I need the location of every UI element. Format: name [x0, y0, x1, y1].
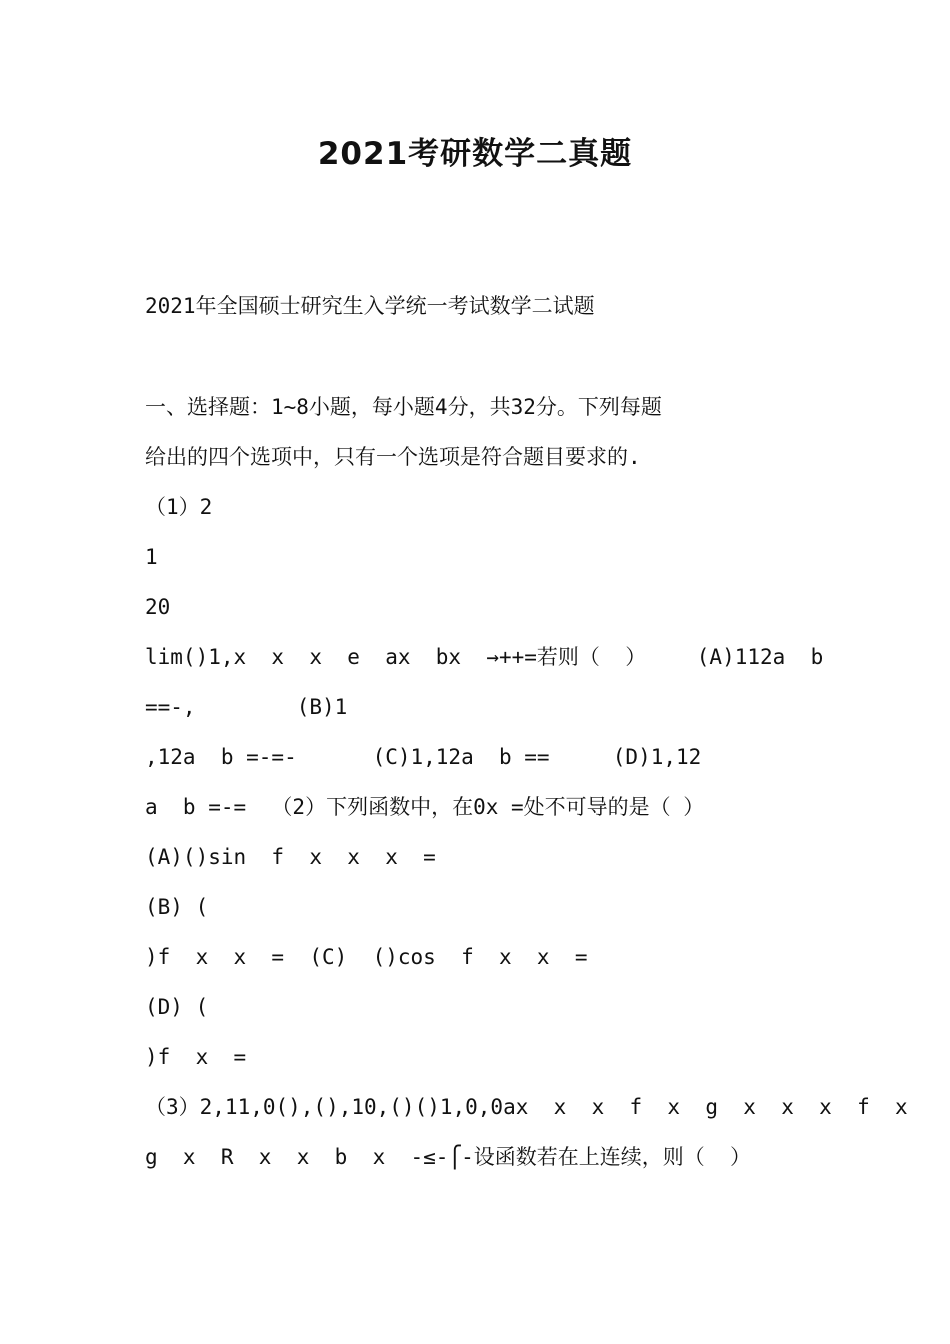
question-2-option-d-cont: )f x =	[145, 1045, 247, 1069]
question-1-line-6: ,12a b =-=- (C)1,12a b == (D)1,12	[145, 745, 702, 769]
question-2-option-d: (D) (	[145, 995, 209, 1019]
question-1-line-4: lim()1,x x x e ax bx →++=若则（ ） (A)112a b	[145, 645, 824, 669]
question-1-line-2: 1	[145, 545, 158, 569]
question-2-option-c: )f x x = (C) ()cos f x x =	[145, 945, 588, 969]
document-title: 2021考研数学二真题	[317, 136, 633, 172]
question-3-line-1: （3）2,11,0(),(),10,()()1,0,0ax x x f x g x x x f x	[145, 1095, 908, 1119]
question-2-line-1: a b =-= （2）下列函数中，在0x =处不可导的是（ ）	[145, 795, 705, 819]
question-1-line-3: 20	[145, 595, 171, 619]
question-3-line-2: g x R x x b x -≤-⎧-设函数若在上连续，则（ ）	[145, 1145, 752, 1169]
question-1-line-1: （1）2	[145, 495, 213, 519]
exam-heading: 2021年全国硕士研究生入学统一考试数学二试题	[145, 294, 595, 318]
question-2-option-b: (B) (	[145, 895, 209, 919]
question-1-line-5: ==-, (B)1	[145, 695, 348, 719]
section-instructions-line-2: 给出的四个选项中，只有一个选项是符合题目要求的.	[145, 445, 641, 469]
question-2-option-a: (A)()sin f x x x =	[145, 845, 436, 869]
section-instructions-line-1: 一、选择题：1~8小题，每小题4分，共32分。下列每题	[145, 395, 662, 419]
